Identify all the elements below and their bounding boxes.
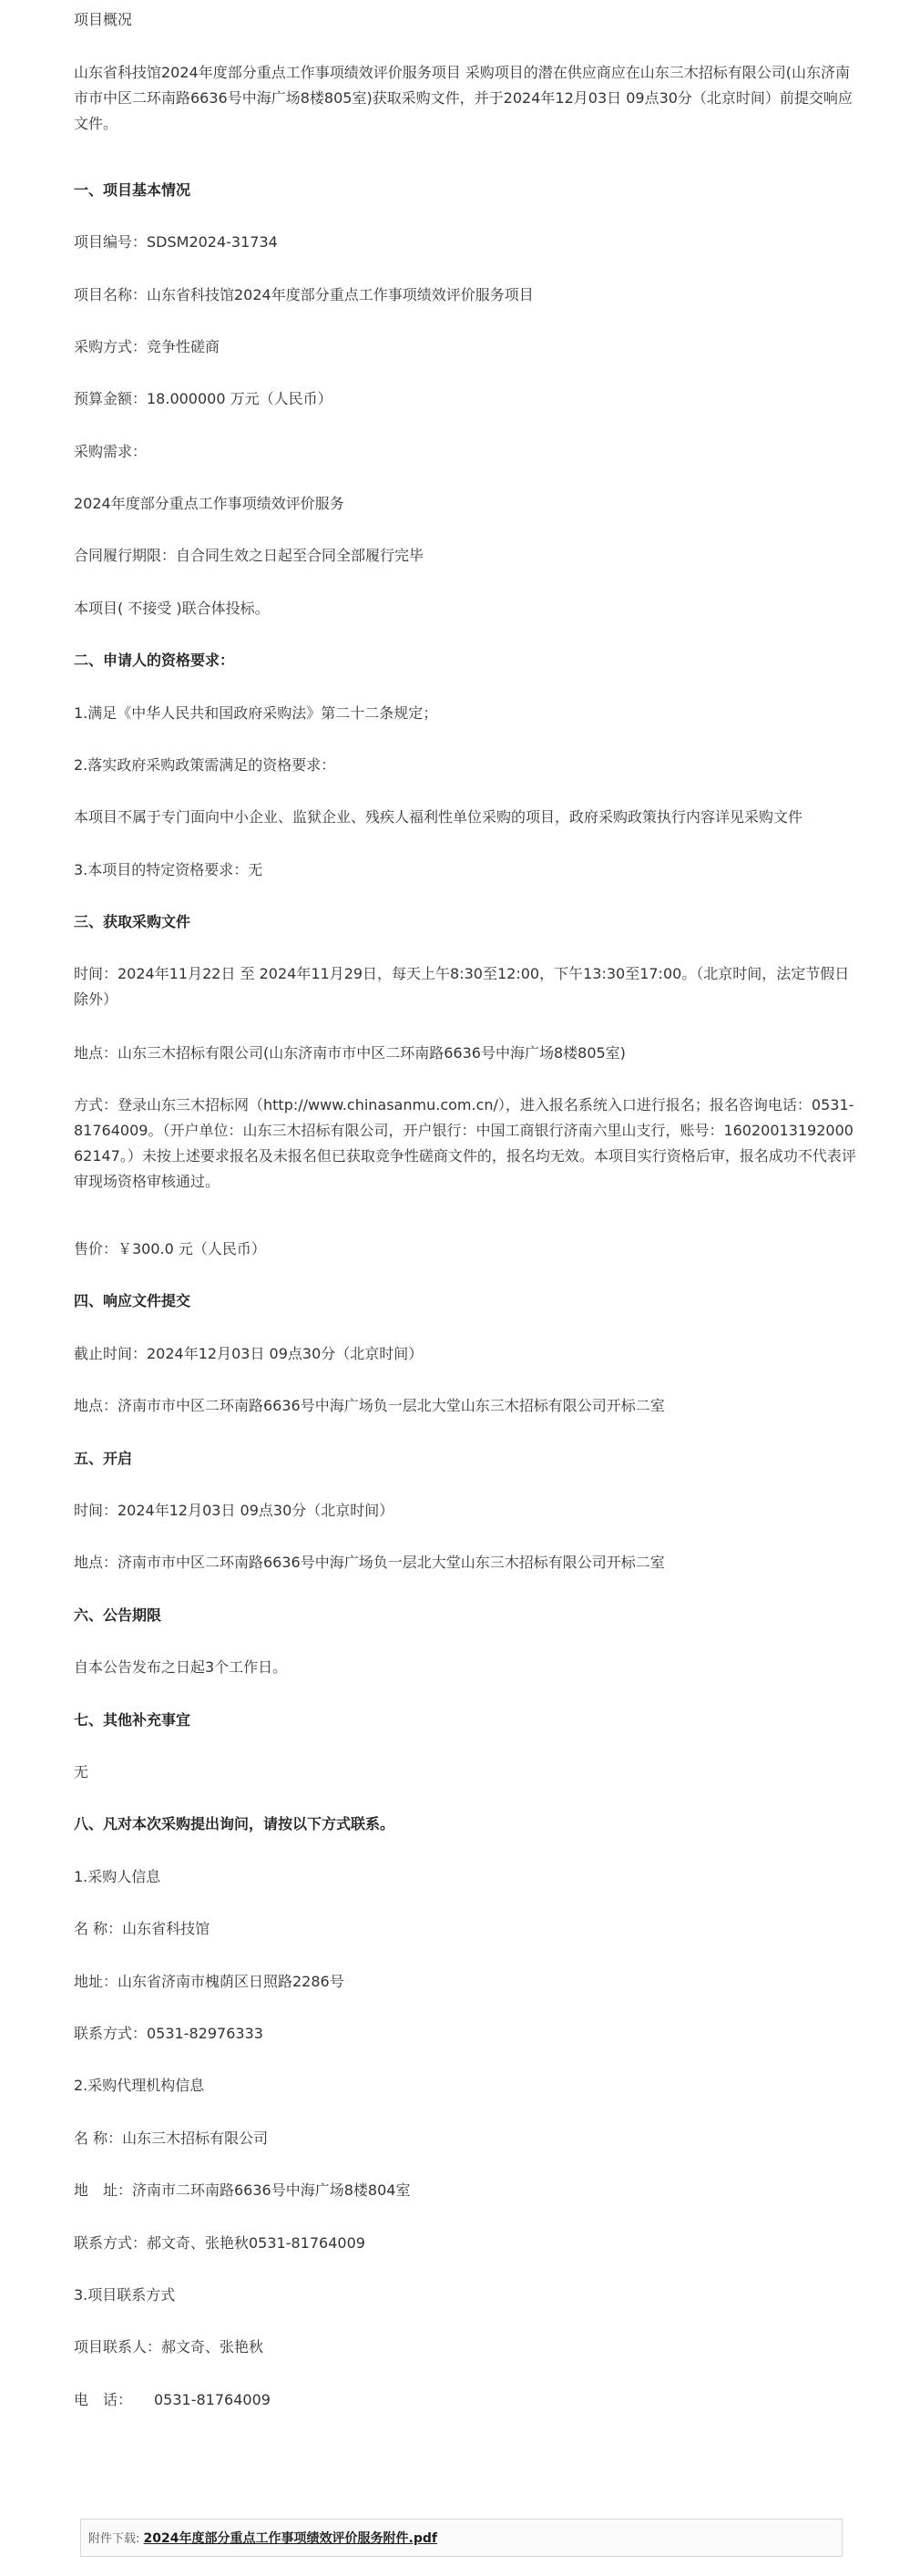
purchaser-info-label: 1.采购人信息 <box>74 1868 161 1885</box>
section-heading-notice-period: 六、公告期限 <box>74 1606 162 1624</box>
agency-contact: 联系方式：郝文奇、张艳秋0531-81764009 <box>74 2234 365 2252</box>
project-name: 项目名称：山东省科技馆2024年度部分重点工作事项绩效评价服务项目 <box>74 286 534 303</box>
obtain-time: 时间：2024年11月22日 至 2024年11月29日，每天上午8:30至12:00，下午13:30至17:00。（北京时间，法定节假日除外） <box>74 965 850 1008</box>
contract-period: 合同履行期限：自合同生效之日起至合同全部履行完毕 <box>74 547 424 564</box>
purchaser-name: 名 称：山东省科技馆 <box>74 1920 210 1937</box>
qualification-2: 2.落实政府采购政策需满足的资格要求： <box>74 756 336 774</box>
submission-location: 地点：济南市市中区二环南路6636号中海广场负一层北大堂山东三木招标有限公司开标二室 <box>74 1397 665 1414</box>
overview-paragraph: 山东省科技馆2024年度部分重点工作事项绩效评价服务项目 采购项目的潜在供应商应在山东三木招标有限公司(山东济南市市中区二环南路6636号中海广场8楼805室)获取采购文件，并于2024年12月03日 09点30分（北京时间）前提交响应文件。 <box>74 64 853 132</box>
section-heading-response-submission: 四、响应文件提交 <box>74 1292 191 1309</box>
procurement-requirement: 2024年度部分重点工作事项绩效评价服务 <box>74 495 344 512</box>
section-heading-other-matters: 七、其他补充事宜 <box>74 1711 191 1729</box>
qualification-policy: 本项目不属于专门面向中小企业、监狱企业、残疾人福利性单位采购的项目，政府采购政策执行内容详见采购文件 <box>74 808 803 826</box>
opening-time: 时间：2024年12月03日 09点30分（北京时间） <box>74 1502 394 1519</box>
project-contact-phone: 电 话： 0531-81764009 <box>74 2391 271 2408</box>
section-heading-opening: 五、开启 <box>74 1450 133 1467</box>
attachment-download-link[interactable]: 2024年度部分重点工作事项绩效评价服务附件.pdf <box>143 2531 437 2546</box>
qualification-1: 1.满足《中华人民共和国政府采购法》第二十二条规定； <box>74 704 438 722</box>
submission-deadline: 截止时间：2024年12月03日 09点30分（北京时间） <box>74 1345 424 1362</box>
purchaser-address: 地址：山东省济南市槐荫区日照路2286号 <box>74 1973 344 1990</box>
agency-info-label: 2.采购代理机构信息 <box>74 2077 205 2094</box>
project-contact-label: 3.项目联系方式 <box>74 2286 176 2304</box>
section-heading-qualifications: 二、申请人的资格要求： <box>74 652 235 669</box>
consortium-bidding: 本项目( 不接受 )联合体投标。 <box>74 600 270 617</box>
other-matters: 无 <box>74 1763 89 1781</box>
agency-address: 地 址：济南市二环南路6636号中海广场8楼804室 <box>74 2181 411 2199</box>
obtain-location: 地点：山东三木招标有限公司(山东济南市市中区二环南路6636号中海广场8楼805室) <box>74 1044 626 1062</box>
section-heading-contact: 八、凡对本次采购提出询问，请按以下方式联系。 <box>74 1815 395 1832</box>
budget-amount: 预算金额：18.000000 万元（人民币） <box>74 390 332 407</box>
obtain-method: 方式：登录山东三木招标网（http://www.chinasanmu.com.cn/），进入报名系统入口进行报名；报名咨询电话：0531-81764009。（开户单位：山东三木招标有限公司，开户银行：中国工商银行济南六里山支行，账号：1602001319200062147。）未按上述要求报名及未报名但已获取竞争性磋商文件的，报名均无效。本项目实行资格后审，报名成功不代表评审现场资格审核通过。 <box>74 1096 856 1190</box>
project-contact-person: 项目联系人：郝文奇、张艳秋 <box>74 2338 264 2355</box>
attachment-label: 附件下载: <box>88 2532 140 2546</box>
procurement-requirement-label: 采购需求： <box>74 443 148 460</box>
project-number: 项目编号：SDSM2024-31734 <box>74 233 278 251</box>
section-heading-basic-info: 一、项目基本情况 <box>74 181 191 199</box>
project-overview-label: 项目概况 <box>74 11 133 28</box>
document-price: 售价：￥300.0 元（人民币） <box>74 1240 266 1257</box>
opening-location: 地点：济南市市中区二环南路6636号中海广场负一层北大堂山东三木招标有限公司开标二室 <box>74 1554 665 1571</box>
procurement-method: 采购方式：竞争性磋商 <box>74 338 220 355</box>
qualification-3: 3.本项目的特定资格要求：无 <box>74 861 263 878</box>
purchaser-phone: 联系方式：0531-82976333 <box>74 2025 263 2042</box>
attachment-box <box>80 2519 843 2557</box>
section-heading-obtain-documents: 三、获取采购文件 <box>74 913 191 930</box>
agency-name: 名 称：山东三木招标有限公司 <box>74 2130 269 2147</box>
notice-period: 自本公告发布之日起3个工作日。 <box>74 1658 288 1676</box>
